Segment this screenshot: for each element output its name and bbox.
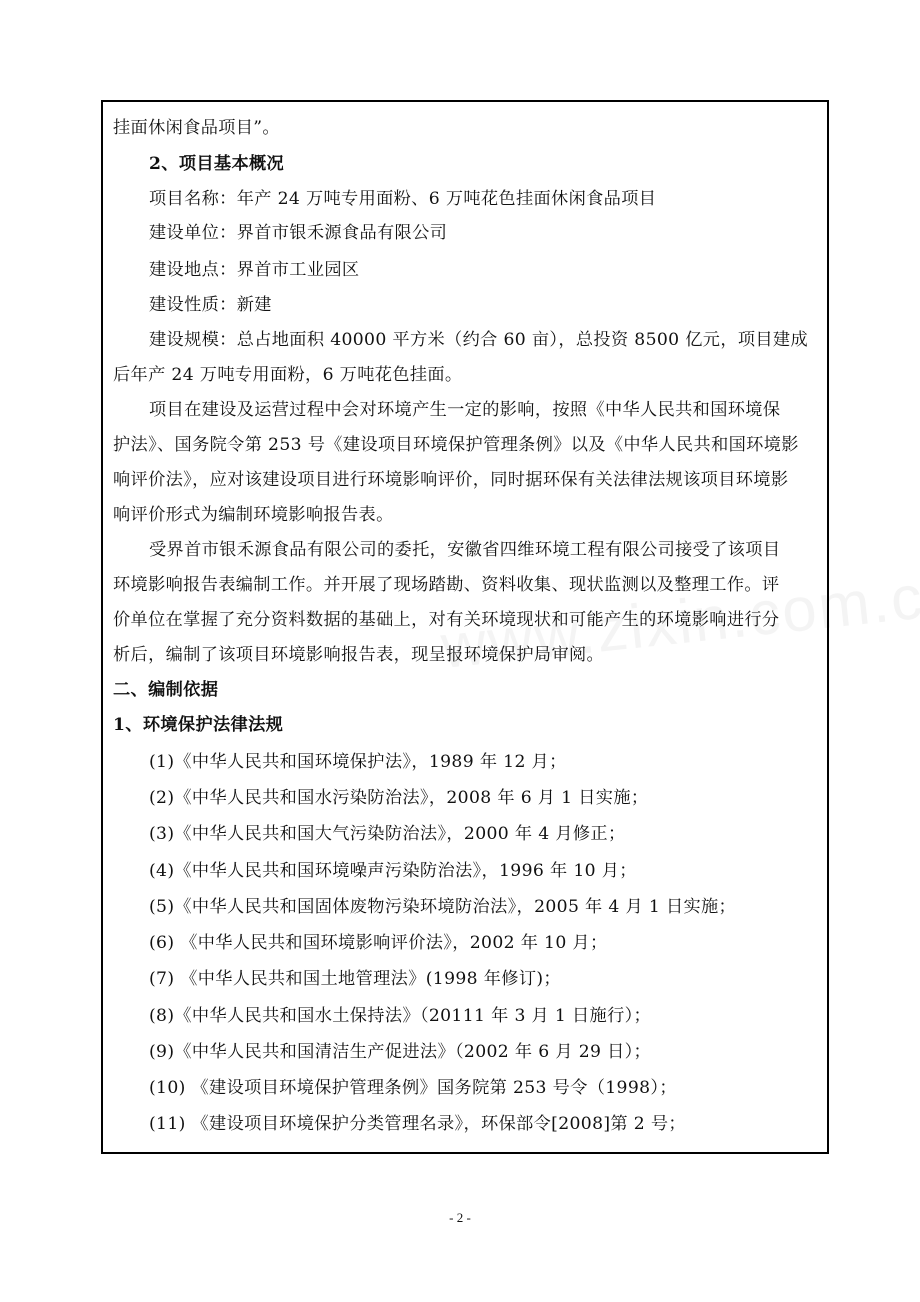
text-line: 建设单位：界首市银禾源食品有限公司 [149, 223, 448, 243]
text-line: 环境影响报告表编制工作。并开展了现场踏勘、资料收集、现状监测以及整理工作。评 [113, 575, 780, 595]
section-heading: 1、环境保护法律法规 [113, 715, 284, 735]
list-item: (8)《中华人民共和国水土保持法》（20111 年 3 月 1 日施行）； [149, 1006, 652, 1026]
list-item: (1)《中华人民共和国环境保护法》，1989 年 12 月； [149, 752, 567, 772]
text-line: 护法》、国务院令第 253 号《建设项目环境保护管理条例》以及《中华人民共和国环境影 [113, 435, 799, 455]
text-line: 响评价法》，应对该建设项目进行环境影响评价，同时据环保有关法律法规该项目环境影 [113, 470, 789, 490]
text-line: 后年产 24 万吨专用面粉，6 万吨花色挂面。 [113, 365, 463, 385]
text-line: 项目名称：年产 24 万吨专用面粉、6 万吨花色挂面休闲食品项目 [149, 189, 657, 209]
page-number: - 2 - [449, 1210, 471, 1225]
list-item: (3)《中华人民共和国大气污染防治法》，2000 年 4 月修正； [149, 824, 626, 844]
list-item: (4)《中华人民共和国环境噪声污染防治法》，1996 年 10 月； [149, 861, 637, 881]
list-item: (7) 《中华人民共和国土地管理法》(1998 年修订)； [149, 969, 561, 989]
text-line: 项目在建设及运营过程中会对环境产生一定的影响，按照《中华人民共和国环境保 [149, 400, 781, 420]
list-item: (10) 《建设项目环境保护管理条例》国务院第 253 号令（1998）； [149, 1078, 677, 1098]
list-item: (9)《中华人民共和国清洁生产促进法》（2002 年 6 月 29 日）； [149, 1042, 652, 1062]
text-line: 建设性质：新建 [149, 295, 272, 315]
text-line: 建设规模：总占地面积 40000 平方米（约合 60 亩），总投资 8500 亿元，项目建成 [149, 330, 809, 350]
text-line: 价单位在掌握了充分资料数据的基础上，对有关环境现状和可能产生的环境影响进行分 [113, 610, 780, 630]
list-item: (2)《中华人民共和国水污染防治法》，2008 年 6 月 1 日实施； [149, 788, 649, 808]
text-line: 挂面休闲食品项目”。 [113, 118, 280, 138]
text-line: 析后，编制了该项目环境影响报告表，现呈报环境保护局审阅。 [113, 645, 605, 665]
list-item: (6) 《中华人民共和国环境影响评价法》，2002 年 10 月； [149, 933, 608, 953]
list-item: (11) 《建设项目环境保护分类管理名录》，环保部令[2008]第 2 号； [149, 1114, 686, 1134]
text-line: 响评价形式为编制环境影响报告表。 [113, 505, 394, 525]
section-heading: 二、编制依据 [113, 680, 219, 700]
section-heading: 2、项目基本概况 [149, 154, 285, 174]
text-line: 建设地点：界首市工业园区 [149, 260, 360, 280]
text-line: 受界首市银禾源食品有限公司的委托，安徽省四维环境工程有限公司接受了该项目 [149, 540, 781, 560]
list-item: (5)《中华人民共和国固体废物污染环境防治法》，2005 年 4 月 1 日实施； [149, 897, 737, 917]
